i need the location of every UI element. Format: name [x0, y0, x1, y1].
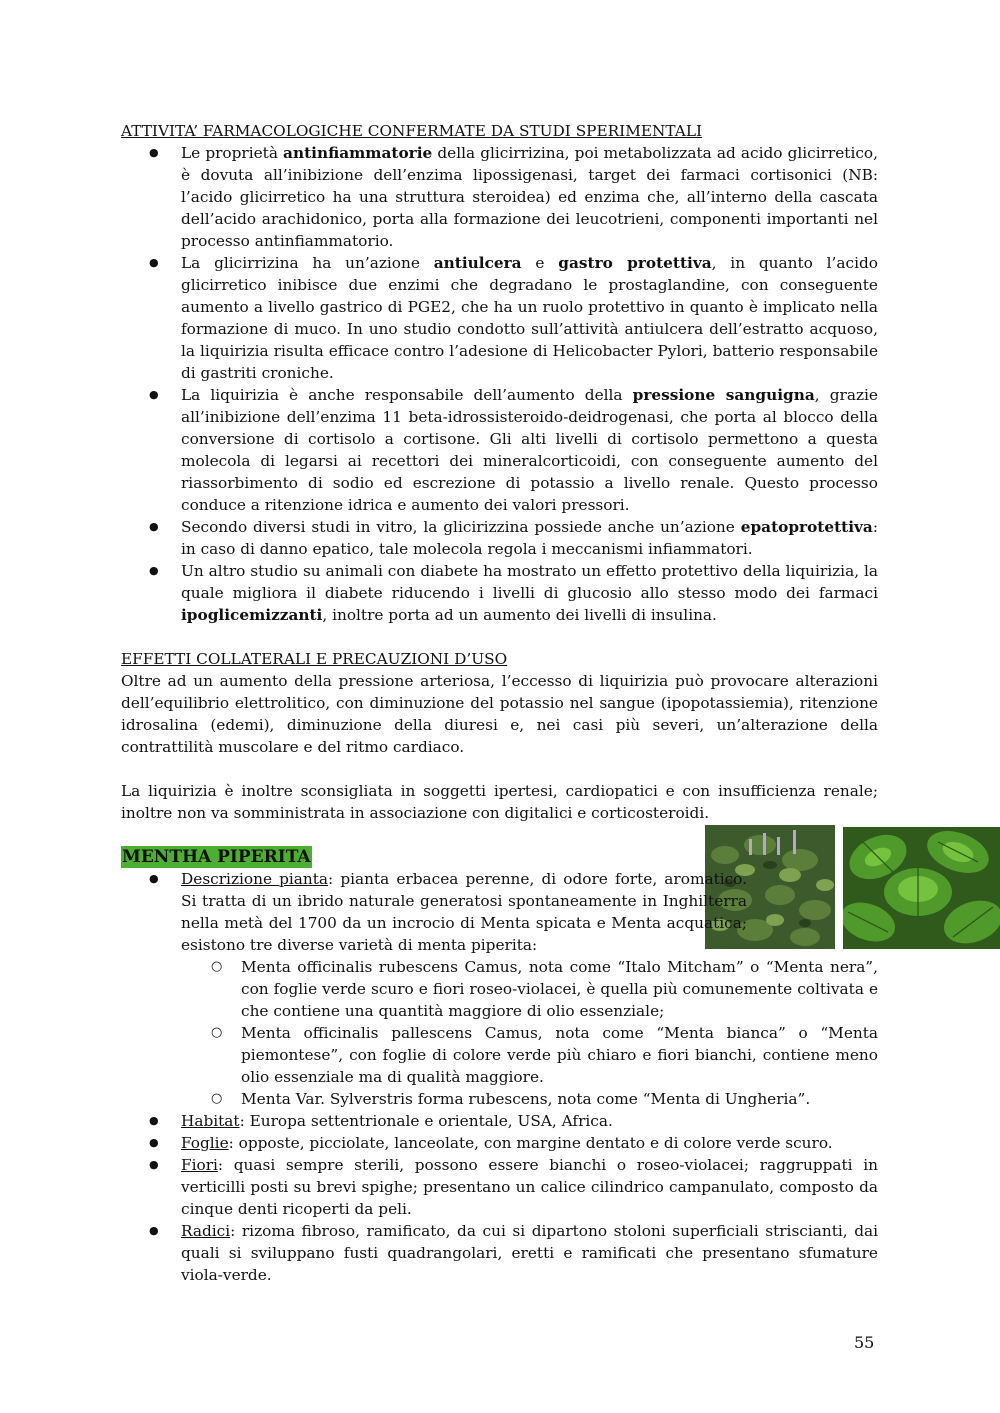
text-span: e — [521, 254, 559, 272]
bold-term: gastro protettiva — [558, 254, 712, 272]
list-item — [121, 1132, 878, 1154]
list-item — [121, 1220, 878, 1286]
page-number: 55 — [854, 1333, 875, 1352]
list-item — [121, 252, 878, 384]
section-title-mentha: MENTHA PIPERITA — [122, 847, 311, 867]
text-span: La glicirrizina ha un’azione — [181, 254, 434, 272]
list-item — [121, 1154, 878, 1220]
paragraph: Oltre ad un aumento della pressione arteriosa, l’eccesso di liquirizia può provocare alterazioni dell’equilibrio elettrolitico, con diminuzione del potassio nel sangue (ipopotassiemia), ritenzione idrosalina (edemi), diminuzione della diuresi e, nei casi più severi, un’alterazione della contrattilità muscolare e del ritmo cardiaco. — [121, 672, 878, 756]
text-span: Secondo diversi studi in vitro, la glicirizzina possiede anche un’azione — [181, 518, 741, 536]
text-span: , in quanto l’acido glicirretico inibisce due enzimi che degradano le prostaglandine, con conseguente aumento a livello gastrico di PGE2, che ha un ruolo protettivo in quanto è implicato nella formazione di muco. In uno studio condotto sull’attività antiulcera dell’estratto acquoso, la liquirizia risulta efficace contro l’adesione di Helicobacter Pylori, batterio responsabile di gastriti croniche. — [181, 254, 878, 382]
item-label: Fiori — [181, 1156, 218, 1174]
text-span: : quasi sempre sterili, possono essere bianchi o roseo-violacei; raggruppati in verticilli posti su brevi spighe; presentano un calice cilindrico campanulato, composto da cinque denti ricoperti da peli. — [181, 1156, 878, 1218]
bold-term: antinfiammatorie — [283, 144, 433, 162]
text-span: : in caso di danno epatico, tale molecola regola i meccanismi infiammatori. — [181, 518, 878, 558]
sub-list-item: ○ Menta officinalis pallescens Camus, nota come “Menta bianca” o “Menta piemontese”, con foglie di colore verde più chiaro e fiori bianchi, contiene meno olio essenziale ma di qualità maggiore. — [181, 1022, 878, 1088]
text-span: , grazie all’inibizione dell’enzima 11 beta-idrossisteroido-deidrogenasi, che porta al blocco della conversione di cortisolo a cortisone. Gli alti livelli di cortisolo permettono a questa molecola di legarsi ai recettori dei mineralcorticoidi, con conseguente aumento del riassorbimento di sodio ed escrezione di potassio a livello renale. Questo processo conduce a ritenzione idrica e aumento dei valori pressori. — [181, 386, 878, 514]
text-span: Un altro studio su animali con diabete ha mostrato un effetto protettivo della liquirizia, la quale migliora il diabete riducendo i livelli di glucosio allo stesso modo dei farmaci — [181, 562, 878, 602]
item-label: Descrizione pianta — [181, 870, 329, 888]
mentha-list — [121, 868, 878, 1286]
text-span: : rizoma fibroso, ramificato, da cui si dipartono stoloni superficiali striscianti, dai quali si sviluppano fusti quadrangolari, eretti e ramificati che presentano sfumature viola-verde. — [181, 1222, 878, 1284]
paragraph: La liquirizia è inoltre sconsigliata in soggetti ipertesi, cardiopatici e con insufficienza renale; inoltre non va somministrata in associazione con digitalici e corticosteroidi. — [121, 782, 878, 822]
list-item — [121, 868, 878, 1110]
bold-term: antiulcera — [433, 254, 522, 272]
list-item — [121, 516, 878, 560]
sub-list-item: ○ Menta officinalis rubescens Camus, nota come “Italo Mitcham” o “Menta nera”, con foglie verde scuro e fiori roseo-violacei, è quella più comunemente coltivata e che contiene una quantità maggiore di olio essenziale; — [181, 956, 878, 1022]
bold-term: pressione sanguigna — [632, 386, 815, 404]
varieties-list — [181, 956, 878, 1110]
bold-term: epatoprotettiva — [740, 518, 873, 536]
item-label: Habitat — [181, 1112, 240, 1130]
item-label: Foglie — [181, 1134, 229, 1152]
text-span: Le proprietà — [181, 144, 284, 162]
list-item — [121, 384, 878, 516]
item-label: Radici — [181, 1222, 231, 1240]
section-heading-side-effects: EFFETTI COLLATERALI E PRECAUZIONI D’USO — [121, 650, 508, 668]
text-span: : pianta erbacea perenne, di odore forte, aromatico. Si tratta di un ibrido naturale generatosi spontaneamente in Inghilterra nella metà del 1700 da un incrocio di Menta spicata e Menta acquatica; esistono tre diverse varietà di menta piperita: — [181, 870, 747, 954]
description-block — [181, 868, 747, 956]
text-span: della glicirrizina, poi metabolizzata ad acido glicirretico, è dovuta all’inibizione dell’enzima lipossigenasi, target dei farmaci cortisonici (NB: l’acido glicirretico ha una struttura steroidea) ed enzima che, all’interno della cascata dell’acido arachidonico, porta alla formazione dei leucotrieni, componenti importanti nel processo antinfiammatorio. — [181, 144, 878, 250]
spacer — [121, 626, 878, 648]
text-span: La liquirizia è anche responsabile dell’aumento della — [181, 386, 633, 404]
list-item — [121, 1110, 878, 1132]
section-heading-pharmacological: ATTIVITA’ FARMACOLOGICHE CONFERMATE DA STUDI SPERIMENTALI — [121, 122, 703, 140]
sub-list-item: ○ Menta Var. Sylverstris forma rubescens, nota come “Menta di Ungheria”. — [181, 1088, 878, 1110]
pharmacological-list — [121, 142, 878, 626]
text-span: , inoltre porta ad un aumento dei livelli di insulina. — [322, 606, 717, 624]
list-item — [121, 142, 878, 252]
list-item — [121, 560, 878, 626]
text-span: : Europa settentrionale e orientale, USA, Africa. — [239, 1112, 613, 1130]
page-content — [121, 120, 878, 1286]
bold-term: ipoglicemizzanti — [181, 606, 323, 624]
text-span: : opposte, picciolate, lanceolate, con margine dentato e di colore verde scuro. — [228, 1134, 833, 1152]
spacer — [121, 824, 878, 846]
spacer — [121, 758, 878, 780]
